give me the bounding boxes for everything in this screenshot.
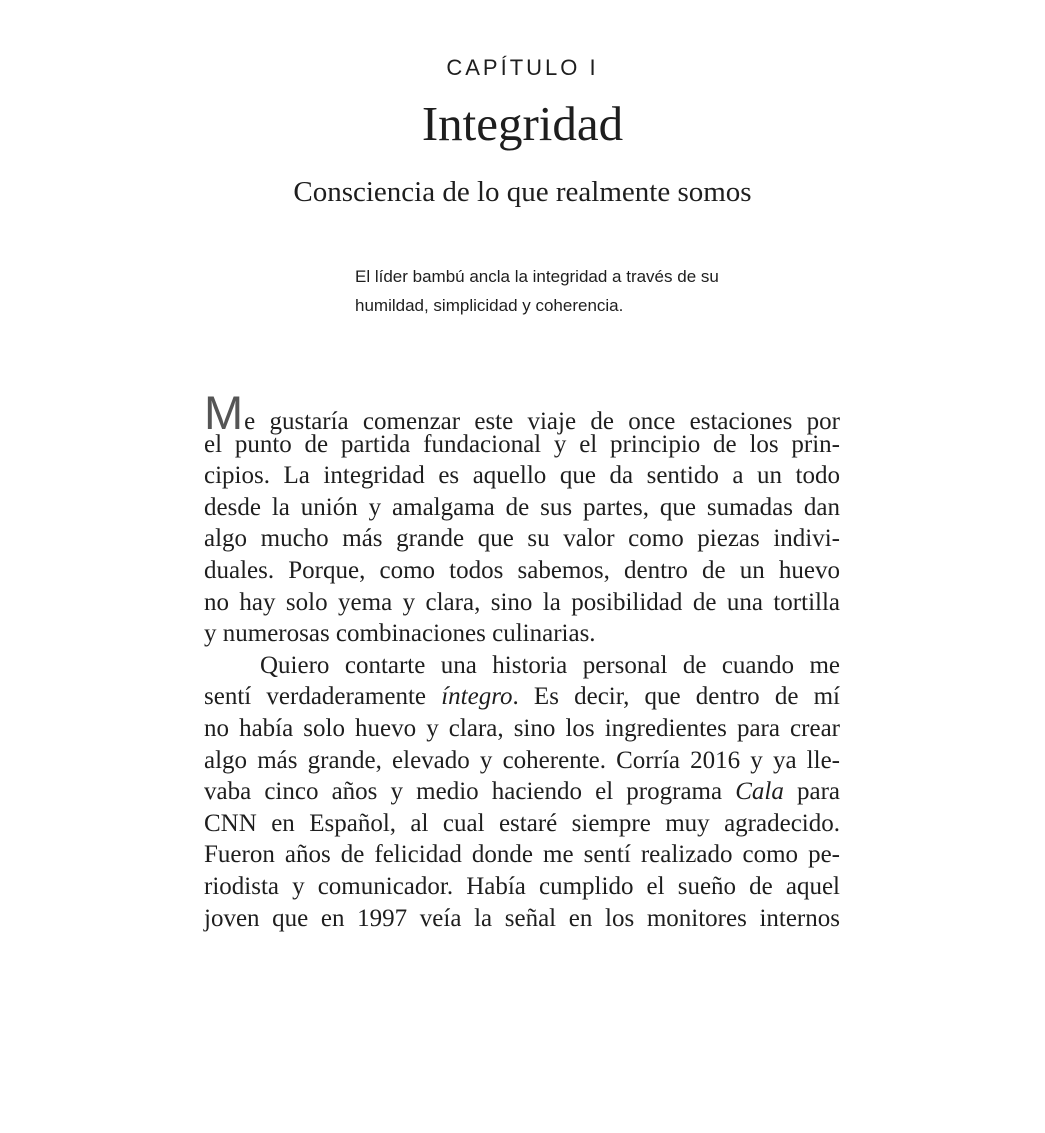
- text-segment: vaba cinco años y medio haciendo el programa: [204, 778, 736, 806]
- text-line-composite: [204, 681, 840, 713]
- text-line: riodista y comunicador. Había cumplido el sueño de aquel: [204, 872, 840, 900]
- body-text: [204, 386, 840, 934]
- text-line: CNN en Español, al cual estaré siempre muy agradecido.: [204, 809, 840, 837]
- text-line: cipios. La integridad es aquello que da sentido a un todo: [204, 462, 840, 490]
- text-line: [204, 681, 840, 713]
- text-segment: sentí verdaderamente: [204, 683, 442, 711]
- text-segment: . Es decir, que dentro de mí: [512, 683, 840, 711]
- drop-cap: M: [204, 386, 244, 439]
- text-line: e gustaría comenzar este viaje de once estaciones por: [244, 408, 840, 435]
- text-line: no hay solo yema y clara, sino la posibilidad de una tortilla: [204, 588, 840, 616]
- text-line: y numerosas combinaciones culinarias.: [204, 620, 596, 648]
- text-line: Quiero contarte una historia personal de cuando me: [260, 651, 840, 679]
- text-line: [204, 776, 840, 808]
- text-line: Fueron años de felicidad donde me sentí realizado como pe-: [204, 841, 840, 869]
- text-line: algo mucho más grande que su valor como piezas indivi-: [204, 525, 840, 553]
- epigraph-line: El líder bambú ancla la integridad a través de su: [355, 267, 719, 286]
- text-line: desde la unión y amalgama de sus partes, que sumadas dan: [204, 493, 840, 521]
- epigraph-line: humildad, simplicidad y coherencia.: [355, 296, 624, 315]
- epigraph: [355, 262, 795, 320]
- text-line: el punto de partida fundacional y el principio de los prin-: [204, 430, 840, 458]
- chapter-label: CAPÍTULO I: [446, 55, 599, 80]
- text-segment: para: [783, 778, 840, 806]
- chapter-title: Integridad: [421, 96, 624, 151]
- text-line: joven que en 1997 veía la señal en los monitores internos: [204, 904, 840, 932]
- text-line-composite: [204, 776, 840, 808]
- text-line: duales. Porque, como todos sabemos, dentro de un huevo: [204, 556, 840, 584]
- italic-word: Cala: [735, 778, 784, 806]
- italic-word: íntegro: [441, 683, 513, 711]
- text-line: algo más grande, elevado y coherente. Corría 2016 y ya lle-: [204, 746, 840, 774]
- paragraph-first-line: [204, 386, 840, 439]
- text-line: no había solo huevo y clara, sino los ingredientes para crear: [204, 714, 840, 742]
- chapter-subtitle: Consciencia de lo que realmente somos: [293, 176, 752, 208]
